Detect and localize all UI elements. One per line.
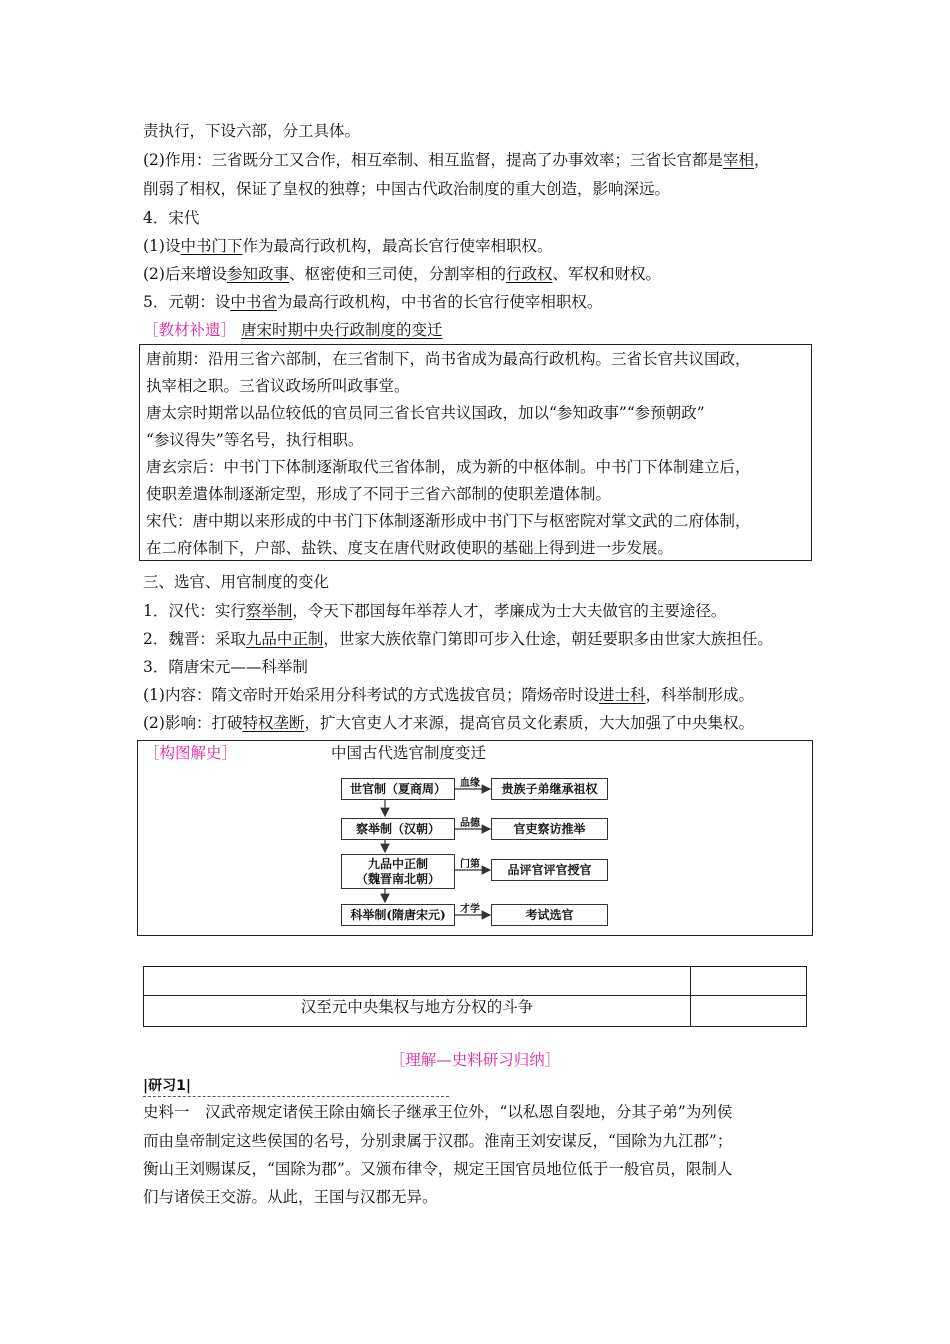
edge-label: 血缘 — [460, 778, 480, 789]
text-line: 4．宋代 — [143, 209, 200, 227]
text-line: (1)设中书门下作为最高行政机构，最高长官行使宰相职权。 — [143, 237, 553, 255]
supplement-title: 唐宋时期中央行政制度的变迁 — [240, 321, 443, 339]
diagram-box — [137, 740, 813, 936]
divider — [143, 1096, 449, 1097]
text-line: (2)后来增设参知政事、枢密使和三司使，分割宰相的行政权、军权和财权。 — [143, 265, 662, 283]
topic-table — [143, 966, 807, 1027]
text-line: 责执行，下设六部，分工具体。 — [143, 122, 361, 140]
flow-result-node: 考试选官 — [491, 904, 608, 926]
supplement-tag: ［教材补遗］ — [143, 321, 237, 339]
text-line: 削弱了相权，保证了皇权的独尊；中国古代政治制度的重大创造，影响深远。 — [143, 180, 671, 198]
flow-node-chaju: 察举制（汉朝） — [341, 818, 455, 840]
study-label: |研习1| — [143, 1078, 191, 1094]
supplement-line: 在二府体制下，户部、盐铁、度支在唐代财政使职的基础上得到进一步发展。 — [146, 539, 674, 557]
source-line: 史料一 汉武帝规定诸侯王除由嫡长子继承王位外，“以私恩自裂地，分其子弟”为列侯 — [143, 1103, 733, 1121]
text-line: 1．汉代：实行察举制，令天下郡国每年举荐人才，孝廉成为士大夫做官的主要途径。 — [143, 602, 727, 620]
edge-label: 品德 — [460, 818, 480, 829]
text-line: 3．隋唐宋元——科举制 — [143, 658, 308, 676]
text-line: 2．魏晋：采取九品中正制，世家大族依靠门第即可步入仕途，朝廷要职多由世家大族担任。 — [143, 630, 773, 648]
supplement-line: 执宰相之职。三省议政场所叫政事堂。 — [146, 377, 410, 395]
table-cell — [691, 967, 807, 996]
flow-node-shiguan: 世官制（夏商周） — [341, 778, 455, 800]
supplement-heading — [143, 320, 442, 340]
text-line: 5．元朝：设中书省为最高行政机构，中书省的长官行使宰相职权。 — [143, 293, 603, 311]
flow-node-jiupin: 九品中正制 （魏晋南北朝） — [341, 854, 455, 889]
flow-node-keju: 科举制(隋唐宋元) — [341, 904, 455, 926]
table-cell — [691, 996, 807, 1027]
edge-label: 门第 — [460, 859, 480, 870]
diagram-title: 中国古代选官制度变迁 — [331, 744, 487, 762]
topic-title: 汉至元中央集权与地方分权的斗争 — [300, 998, 534, 1016]
supplement-line: 唐玄宗后：中书门下体制逐渐取代三省体制，成为新的中枢体制。中书门下体制建立后， — [146, 458, 751, 476]
section-heading: ［理解—史料研习归纳］ — [389, 1051, 561, 1069]
supplement-line: 宋代：唐中期以来形成的中书门下体制逐渐形成中书门下与枢密院对掌文武的二府体制， — [146, 512, 751, 530]
source-line: 而由皇帝制定这些侯国的名号，分别隶属于汉郡。淮南王刘安谋反，“国除为九江郡”； — [143, 1132, 733, 1150]
supplement-line: 唐前期：沿用三省六部制，在三省制下，尚书省成为最高行政机构。三省长官共议国政， — [146, 350, 751, 368]
source-line: 们与诸侯王交游。从此，王国与汉郡无异。 — [143, 1188, 438, 1206]
flow-result-node: 品评官评官授官 — [491, 859, 608, 881]
supplement-line: 唐太宗时期常以品位较低的官员同三省长官共议国政，加以“参知政事”“参预朝政” — [146, 404, 705, 422]
flow-result-node: 官吏察访推举 — [491, 818, 608, 840]
edge-label: 才学 — [460, 904, 480, 915]
diagram-tag: ［构图解史］ — [144, 744, 238, 762]
section-heading: 三、选官、用官制度的变化 — [143, 573, 330, 591]
text-line: (1)内容：隋文帝时开始采用分科考试的方式选拔官员；隋炀帝时设进士科，科举制形成。 — [143, 686, 754, 704]
table-cell — [144, 996, 691, 1027]
supplement-line: “参议得失”等名号，执行相职。 — [146, 431, 364, 449]
supplement-line: 使职差遣体制逐渐定型，形成了不同于三省六部制的使职差遣体制。 — [146, 485, 612, 503]
text-line: (2)作用：三省既分工又合作，相互牵制、相互监督，提高了办事效率；三省长官都是宰相， — [143, 151, 770, 169]
table-cell — [144, 967, 691, 996]
source-line: 衡山王刘赐谋反，“国除为郡”。又颁布律令，规定王国官员地位低于一般官员，限制人 — [143, 1160, 733, 1178]
supplement-box — [139, 344, 812, 561]
flow-result-node: 贵族子弟继承祖权 — [491, 778, 608, 800]
text-line: (2)影响：打破特权垄断，扩大官吏人才来源，提高官员文化素质，大大加强了中央集权。 — [143, 714, 754, 732]
